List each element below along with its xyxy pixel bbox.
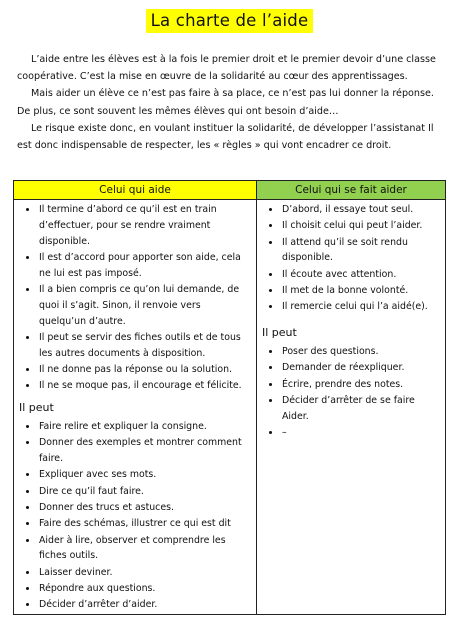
list-item: • Répondre aux questions.: [38, 581, 250, 597]
list-item: • Expliquer avec ses mots.: [38, 467, 250, 483]
list-item: • Aider à lire, observer et comprendre les fiches outils.: [38, 533, 250, 565]
list-item: • Faire des schémas, illustrer ce qui est dit: [38, 516, 250, 532]
list-item: • Faire relire et expliquer la consigne.: [38, 419, 250, 435]
intro-text: [17, 51, 439, 154]
helped-column: [257, 200, 446, 615]
list-item: • Il a bien compris ce qu’on lui demande, de quoi il s’agit. Sinon, il renvoie vers quelqu’un d’autre.: [38, 282, 250, 329]
list-item: • Il met de la bonne volonté.: [281, 283, 439, 299]
header-helped: Celui qui se fait aider: [257, 181, 446, 200]
list-item: • Décider d’arrêter de se faire Aider.: [281, 393, 439, 425]
list-item: • Laisser deviner.: [38, 565, 250, 581]
helper-column: [14, 200, 257, 615]
list-item: • Il peut se servir des fiches outils et de tous les autres documents à disposition.: [38, 330, 250, 362]
header-helper: Celui qui aide: [14, 181, 257, 200]
intro-paragraph: L’aide entre les élèves est à la fois le premier droit et le premier devoir d’une classe coopérative. C’est la mise en œuvre de la solidarité au cœur des apprentissages.: [17, 54, 436, 83]
list-item: • Il ne se moque pas, il encourage et félicite.: [38, 378, 250, 394]
helped-rules-list: [257, 200, 445, 315]
list-item: • Il remercie celui qui l’a aidé(e).: [281, 299, 439, 315]
list-item: • Il choisit celui qui peut l’aider.: [281, 218, 439, 234]
charter-table: [13, 180, 446, 615]
helped-can-list: [257, 342, 445, 441]
list-item: • –: [281, 425, 439, 441]
helper-section-title: Il peut: [19, 401, 54, 415]
list-item: • Il écoute avec attention.: [281, 267, 439, 283]
list-item: • Donner des trucs et astuces.: [38, 500, 250, 516]
list-item: • Décider d’arrêter d’aider.: [38, 597, 250, 613]
list-item: • D’abord, il essaye tout seul.: [281, 202, 439, 218]
helper-rules-list: [14, 200, 256, 394]
intro-paragraph: Mais aider un élève ce n’est pas faire à sa place, ce n’est pas lui donner la réponse. De plus, ce sont souvent les mêmes élèves qui ont besoin d’aide…: [17, 88, 434, 117]
list-item: • Il attend qu’il se soit rendu disponible.: [281, 235, 439, 267]
page-title: La charte de l’aide: [146, 9, 314, 33]
list-item: • Il termine d’abord ce qu’il est en train d’effectuer, pour se rendre vraiment disponible.: [38, 202, 250, 249]
list-item: • Dire ce qu’il faut faire.: [38, 484, 250, 500]
list-item: • Il ne donne pas la réponse ou la solution.: [38, 362, 250, 378]
list-item: • Écrire, prendre des notes.: [281, 377, 439, 393]
list-item: • Poser des questions.: [281, 344, 439, 360]
helped-section-title: Il peut: [262, 326, 297, 340]
helper-can-list: [14, 417, 256, 613]
title-block: [0, 0, 459, 39]
list-item: • Donner des exemples et montrer comment faire.: [38, 435, 250, 467]
list-item: • Il est d’accord pour apporter son aide, cela ne lui est pas imposé.: [38, 250, 250, 282]
intro-paragraph: Le risque existe donc, en voulant instituer la solidarité, de développer l’assistanat Il est donc indispensable de respecter, les « règles » qui vont encadrer ce droit.: [17, 122, 434, 152]
list-item: • Demander de réexpliquer.: [281, 360, 439, 376]
